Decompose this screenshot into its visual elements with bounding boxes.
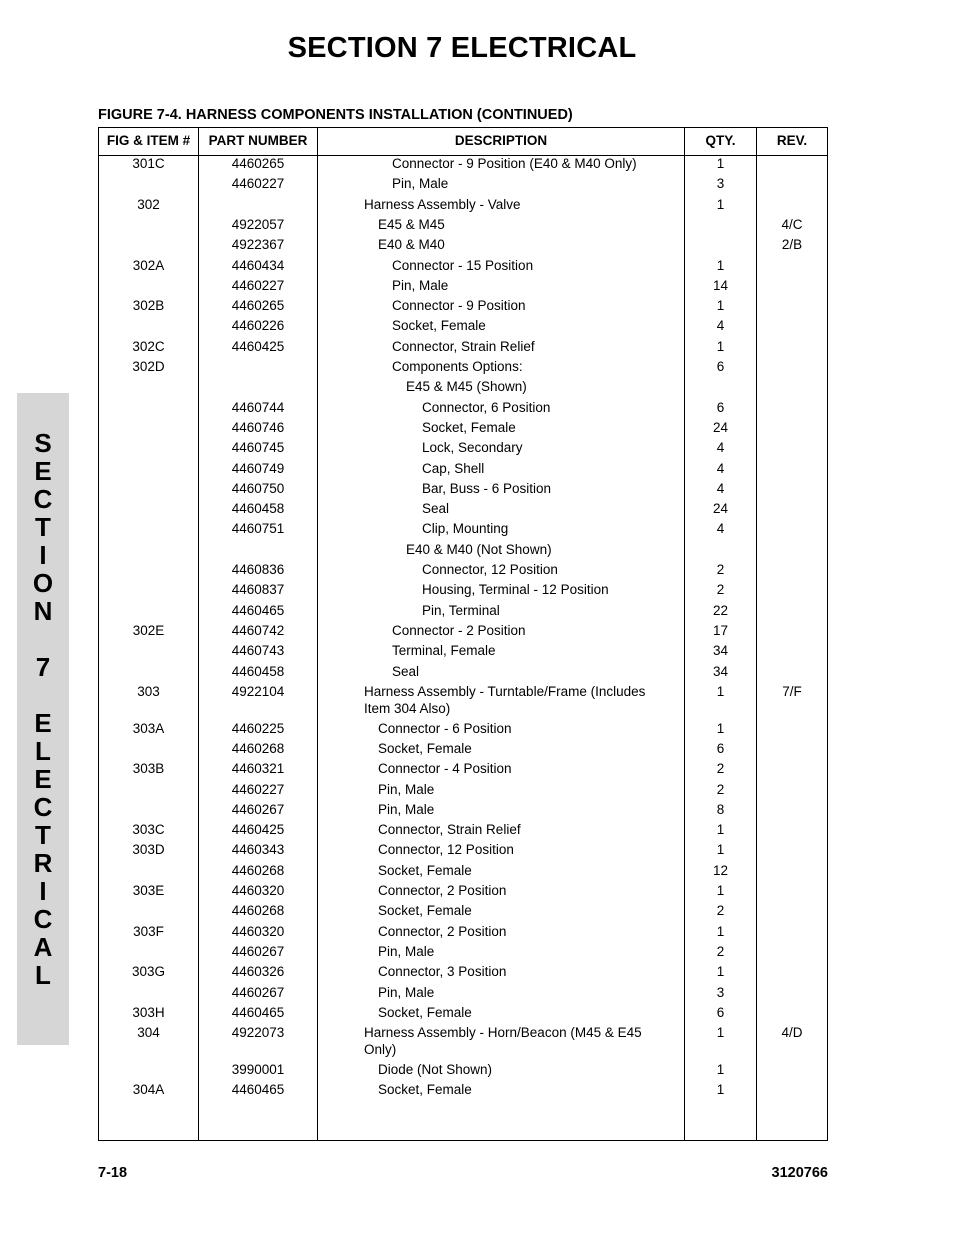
side-tab-letter: C xyxy=(33,792,53,822)
description-cell: Bar, Buss - 6 Position xyxy=(422,480,552,496)
fig-item-cell: 302B xyxy=(132,298,165,314)
qty-cell: 1 xyxy=(716,1082,725,1098)
figure-title: FIGURE 7-4. HARNESS COMPONENTS INSTALLATION (CONTINUED) xyxy=(98,107,573,123)
description-cell: Pin, Male xyxy=(392,176,449,192)
side-tab-letter: T xyxy=(35,512,51,542)
part-number-cell: 4460268 xyxy=(231,862,285,878)
qty-cell: 14 xyxy=(712,277,729,293)
description-cell: Pin, Terminal xyxy=(422,602,500,618)
part-number-cell: 4922104 xyxy=(231,683,285,699)
part-number-cell: 4460227 xyxy=(231,277,285,293)
rev-cell: 2/B xyxy=(781,237,803,253)
part-number-cell: 4460746 xyxy=(231,419,285,435)
qty-cell: 1 xyxy=(716,156,725,171)
parts-table xyxy=(98,127,828,1141)
part-number-cell: 4460458 xyxy=(231,501,285,517)
fig-item-cell: 302E xyxy=(132,622,165,638)
side-tab-letter: S xyxy=(34,428,52,458)
side-tab-letter: I xyxy=(39,876,47,906)
description-cell: Connector, Strain Relief xyxy=(378,822,521,838)
qty-cell: 1 xyxy=(716,338,725,354)
description-cell: Connector, 3 Position xyxy=(378,964,507,980)
fig-item-cell: 303H xyxy=(132,1004,165,1020)
description-cell: Connector, 2 Position xyxy=(378,883,507,898)
qty-cell: 1 xyxy=(716,1061,725,1077)
fig-item-cell: 303G xyxy=(131,964,166,980)
part-number-cell: 4460225 xyxy=(231,720,285,736)
part-number-cell: 4460267 xyxy=(231,943,285,959)
fig-item-cell: 303B xyxy=(132,761,165,777)
description-cell: Connector - 2 Position xyxy=(392,622,526,638)
description-cell: Connector, 6 Position xyxy=(422,399,551,415)
part-number-cell: 4460742 xyxy=(231,622,285,638)
part-number-cell: 3990001 xyxy=(231,1061,285,1077)
part-number-cell: 4460268 xyxy=(231,740,285,756)
side-tab-letter: L xyxy=(35,960,51,990)
description-cell: Connector - 6 Position xyxy=(378,720,512,736)
column-divider xyxy=(317,128,318,1140)
side-section-tab xyxy=(17,393,69,1045)
qty-cell: 2 xyxy=(716,903,725,919)
qty-cell: 1 xyxy=(716,298,725,314)
description-cell: Socket, Female xyxy=(378,862,472,878)
description-cell: Connector - 4 Position xyxy=(378,761,512,777)
qty-cell: 1 xyxy=(716,196,725,212)
fig-item-cell: 302D xyxy=(132,359,165,374)
fig-item-cell: 303A xyxy=(132,720,165,736)
qty-cell: 2 xyxy=(716,761,725,777)
side-tab-letter: C xyxy=(33,484,53,514)
side-tab-letter: N xyxy=(33,596,53,626)
description-cell: E40 & M40 (Not Shown) xyxy=(406,541,552,557)
qty-cell: 22 xyxy=(712,602,729,618)
part-number-cell: 4922057 xyxy=(231,216,285,232)
part-number-cell: 4460458 xyxy=(231,663,285,679)
description-cell: Socket, Female xyxy=(392,318,486,334)
qty-cell: 1 xyxy=(716,923,725,939)
fig-item-cell: 302 xyxy=(137,196,160,212)
description-cell: Connector, 2 Position xyxy=(378,923,507,939)
qty-cell: 2 xyxy=(716,943,725,959)
description-cell: Pin, Male xyxy=(378,801,435,817)
part-number-cell: 4460425 xyxy=(231,822,285,838)
part-number-cell: 4460227 xyxy=(231,176,285,192)
description-cell: Diode (Not Shown) xyxy=(378,1061,493,1077)
qty-cell: 2 xyxy=(716,781,725,797)
qty-cell: 6 xyxy=(716,399,725,415)
qty-cell: 1 xyxy=(716,822,725,838)
description-cell: Pin, Male xyxy=(378,943,435,959)
side-tab-letter: O xyxy=(32,568,54,598)
rev-cell: 4/C xyxy=(781,216,803,232)
part-number-cell: 4460745 xyxy=(231,440,285,456)
part-number-cell: 4460465 xyxy=(231,1004,285,1020)
part-number-cell: 4460321 xyxy=(231,761,285,777)
fig-item-cell: 302A xyxy=(132,257,165,273)
qty-cell: 4 xyxy=(716,521,725,537)
description-cell: Connector, 12 Position xyxy=(422,562,558,577)
qty-cell: 1 xyxy=(716,964,725,980)
part-number-cell: 4460265 xyxy=(231,156,285,171)
column-divider xyxy=(756,128,757,1140)
qty-cell: 1 xyxy=(716,842,725,858)
qty-cell: 4 xyxy=(716,480,725,496)
side-tab-letter: R xyxy=(33,848,53,878)
part-number-cell: 4460227 xyxy=(231,781,285,797)
description-cell: Connector, 12 Position xyxy=(378,842,514,858)
side-tab-letter: L xyxy=(35,736,51,766)
side-tab-letter: 7 xyxy=(35,652,51,682)
part-number-cell: 4460837 xyxy=(231,582,285,598)
description-cell: Seal xyxy=(392,663,420,679)
description-cell: Socket, Female xyxy=(422,419,516,435)
fig-item-cell: 304A xyxy=(132,1082,165,1098)
fig-item-cell: 303F xyxy=(133,923,164,939)
fig-item-cell: 303D xyxy=(132,842,165,858)
description-cell: Pin, Male xyxy=(378,781,435,797)
description-cell: Harness Assembly - Valve xyxy=(364,196,521,212)
fig-item-cell: 302C xyxy=(132,338,165,354)
description-cell: Clip, Mounting xyxy=(422,521,509,537)
qty-cell: 24 xyxy=(712,501,729,517)
description-cell: Components Options: xyxy=(392,359,523,374)
side-tab-letter: C xyxy=(33,904,53,934)
description-cell: Connector - 9 Position xyxy=(392,298,526,314)
part-number-cell: 4460465 xyxy=(231,602,285,618)
side-tab-letter: T xyxy=(35,820,51,850)
description-cell: Terminal, Female xyxy=(392,643,496,659)
part-number-cell: 4460320 xyxy=(231,923,285,939)
qty-cell: 34 xyxy=(712,643,729,659)
description-cell: Socket, Female xyxy=(378,1082,472,1098)
description-cell: Cap, Shell xyxy=(422,460,485,476)
part-number-cell: 4460744 xyxy=(231,399,285,415)
qty-cell: 4 xyxy=(716,318,725,334)
description-cell: Pin, Male xyxy=(392,277,449,293)
qty-cell: 17 xyxy=(712,622,729,638)
description-cell: Housing, Terminal - 12 Position xyxy=(422,582,609,598)
fig-item-cell: 301C xyxy=(132,156,165,171)
part-number-cell: 4460320 xyxy=(231,883,285,898)
qty-cell: 6 xyxy=(716,359,725,374)
qty-cell: 34 xyxy=(712,663,729,679)
side-tab-letter: I xyxy=(39,540,47,570)
qty-cell: 12 xyxy=(712,862,729,878)
header-part-number: PART NUMBER xyxy=(208,133,308,148)
side-tab-letter: E xyxy=(34,708,52,738)
description-cell: Lock, Secondary xyxy=(422,440,523,456)
qty-cell: 2 xyxy=(716,582,725,598)
part-number-cell: 4460226 xyxy=(231,318,285,334)
qty-cell: 4 xyxy=(716,440,725,456)
part-number-cell: 4460749 xyxy=(231,460,285,476)
header-qty: QTY. xyxy=(705,133,736,148)
part-number-cell: 4460465 xyxy=(231,1082,285,1098)
part-number-cell: 4460751 xyxy=(231,521,285,537)
part-number-cell: 4460267 xyxy=(231,984,285,1000)
description-cell: Connector, Strain Relief xyxy=(392,338,535,354)
qty-cell: 6 xyxy=(716,740,725,756)
table-header-row xyxy=(99,128,827,156)
part-number-cell: 4460326 xyxy=(231,964,285,980)
description-cell: Pin, Male xyxy=(378,984,435,1000)
description-cell: Harness Assembly - Turntable/Frame (Includes xyxy=(364,683,646,699)
document-number: 3120766 xyxy=(771,1165,828,1181)
qty-cell: 4 xyxy=(716,460,725,476)
fig-item-cell: 303 xyxy=(137,683,160,699)
description-cell: Socket, Female xyxy=(378,740,472,756)
part-number-cell: 4460268 xyxy=(231,903,285,919)
part-number-cell: 4460836 xyxy=(231,562,285,577)
description-cell: Harness Assembly - Horn/Beacon (M45 & E45 xyxy=(364,1025,642,1041)
side-tab-letter: E xyxy=(34,764,52,794)
description-cell-continued: Only) xyxy=(364,1042,397,1058)
part-number-cell: 4922073 xyxy=(231,1025,285,1041)
description-cell: E45 & M45 xyxy=(378,216,445,232)
part-number-cell: 4460267 xyxy=(231,801,285,817)
rev-cell: 4/D xyxy=(781,1025,803,1041)
qty-cell: 1 xyxy=(716,1025,725,1041)
qty-cell: 1 xyxy=(716,720,725,736)
description-cell: Connector - 9 Position (E40 & M40 Only) xyxy=(392,156,637,171)
side-tab-letter: E xyxy=(34,456,52,486)
part-number-cell: 4460743 xyxy=(231,643,285,659)
description-cell: Socket, Female xyxy=(378,1004,472,1020)
qty-cell: 1 xyxy=(716,883,725,898)
rev-cell: 7/F xyxy=(782,683,802,699)
section-title: SECTION 7 ELECTRICAL xyxy=(287,32,637,64)
qty-cell: 3 xyxy=(716,176,725,192)
side-tab-letter: A xyxy=(33,932,53,962)
part-number-cell: 4922367 xyxy=(231,237,285,253)
qty-cell: 1 xyxy=(716,683,725,699)
qty-cell: 2 xyxy=(716,562,725,577)
description-cell: Connector - 15 Position xyxy=(392,257,534,273)
description-cell: Seal xyxy=(422,501,450,517)
qty-cell: 1 xyxy=(716,257,725,273)
qty-cell: 3 xyxy=(716,984,725,1000)
fig-item-cell: 303E xyxy=(132,883,165,898)
fig-item-cell: 303C xyxy=(132,822,165,838)
header-rev: REV. xyxy=(776,133,808,148)
part-number-cell: 4460434 xyxy=(231,257,285,273)
fig-item-cell: 304 xyxy=(137,1025,160,1041)
page-number: 7-18 xyxy=(98,1165,128,1181)
description-cell: E40 & M40 xyxy=(378,237,445,253)
description-cell: E45 & M45 (Shown) xyxy=(406,379,527,395)
part-number-cell: 4460425 xyxy=(231,338,285,354)
part-number-cell: 4460750 xyxy=(231,480,285,496)
qty-cell: 6 xyxy=(716,1004,725,1020)
qty-cell: 8 xyxy=(716,801,725,817)
part-number-cell: 4460265 xyxy=(231,298,285,314)
header-fig-item: FIG & ITEM # xyxy=(106,133,191,148)
description-cell: Socket, Female xyxy=(378,903,472,919)
header-description: DESCRIPTION xyxy=(454,133,548,148)
description-cell-continued: Item 304 Also) xyxy=(364,700,451,716)
qty-cell: 24 xyxy=(712,419,729,435)
part-number-cell: 4460343 xyxy=(231,842,285,858)
